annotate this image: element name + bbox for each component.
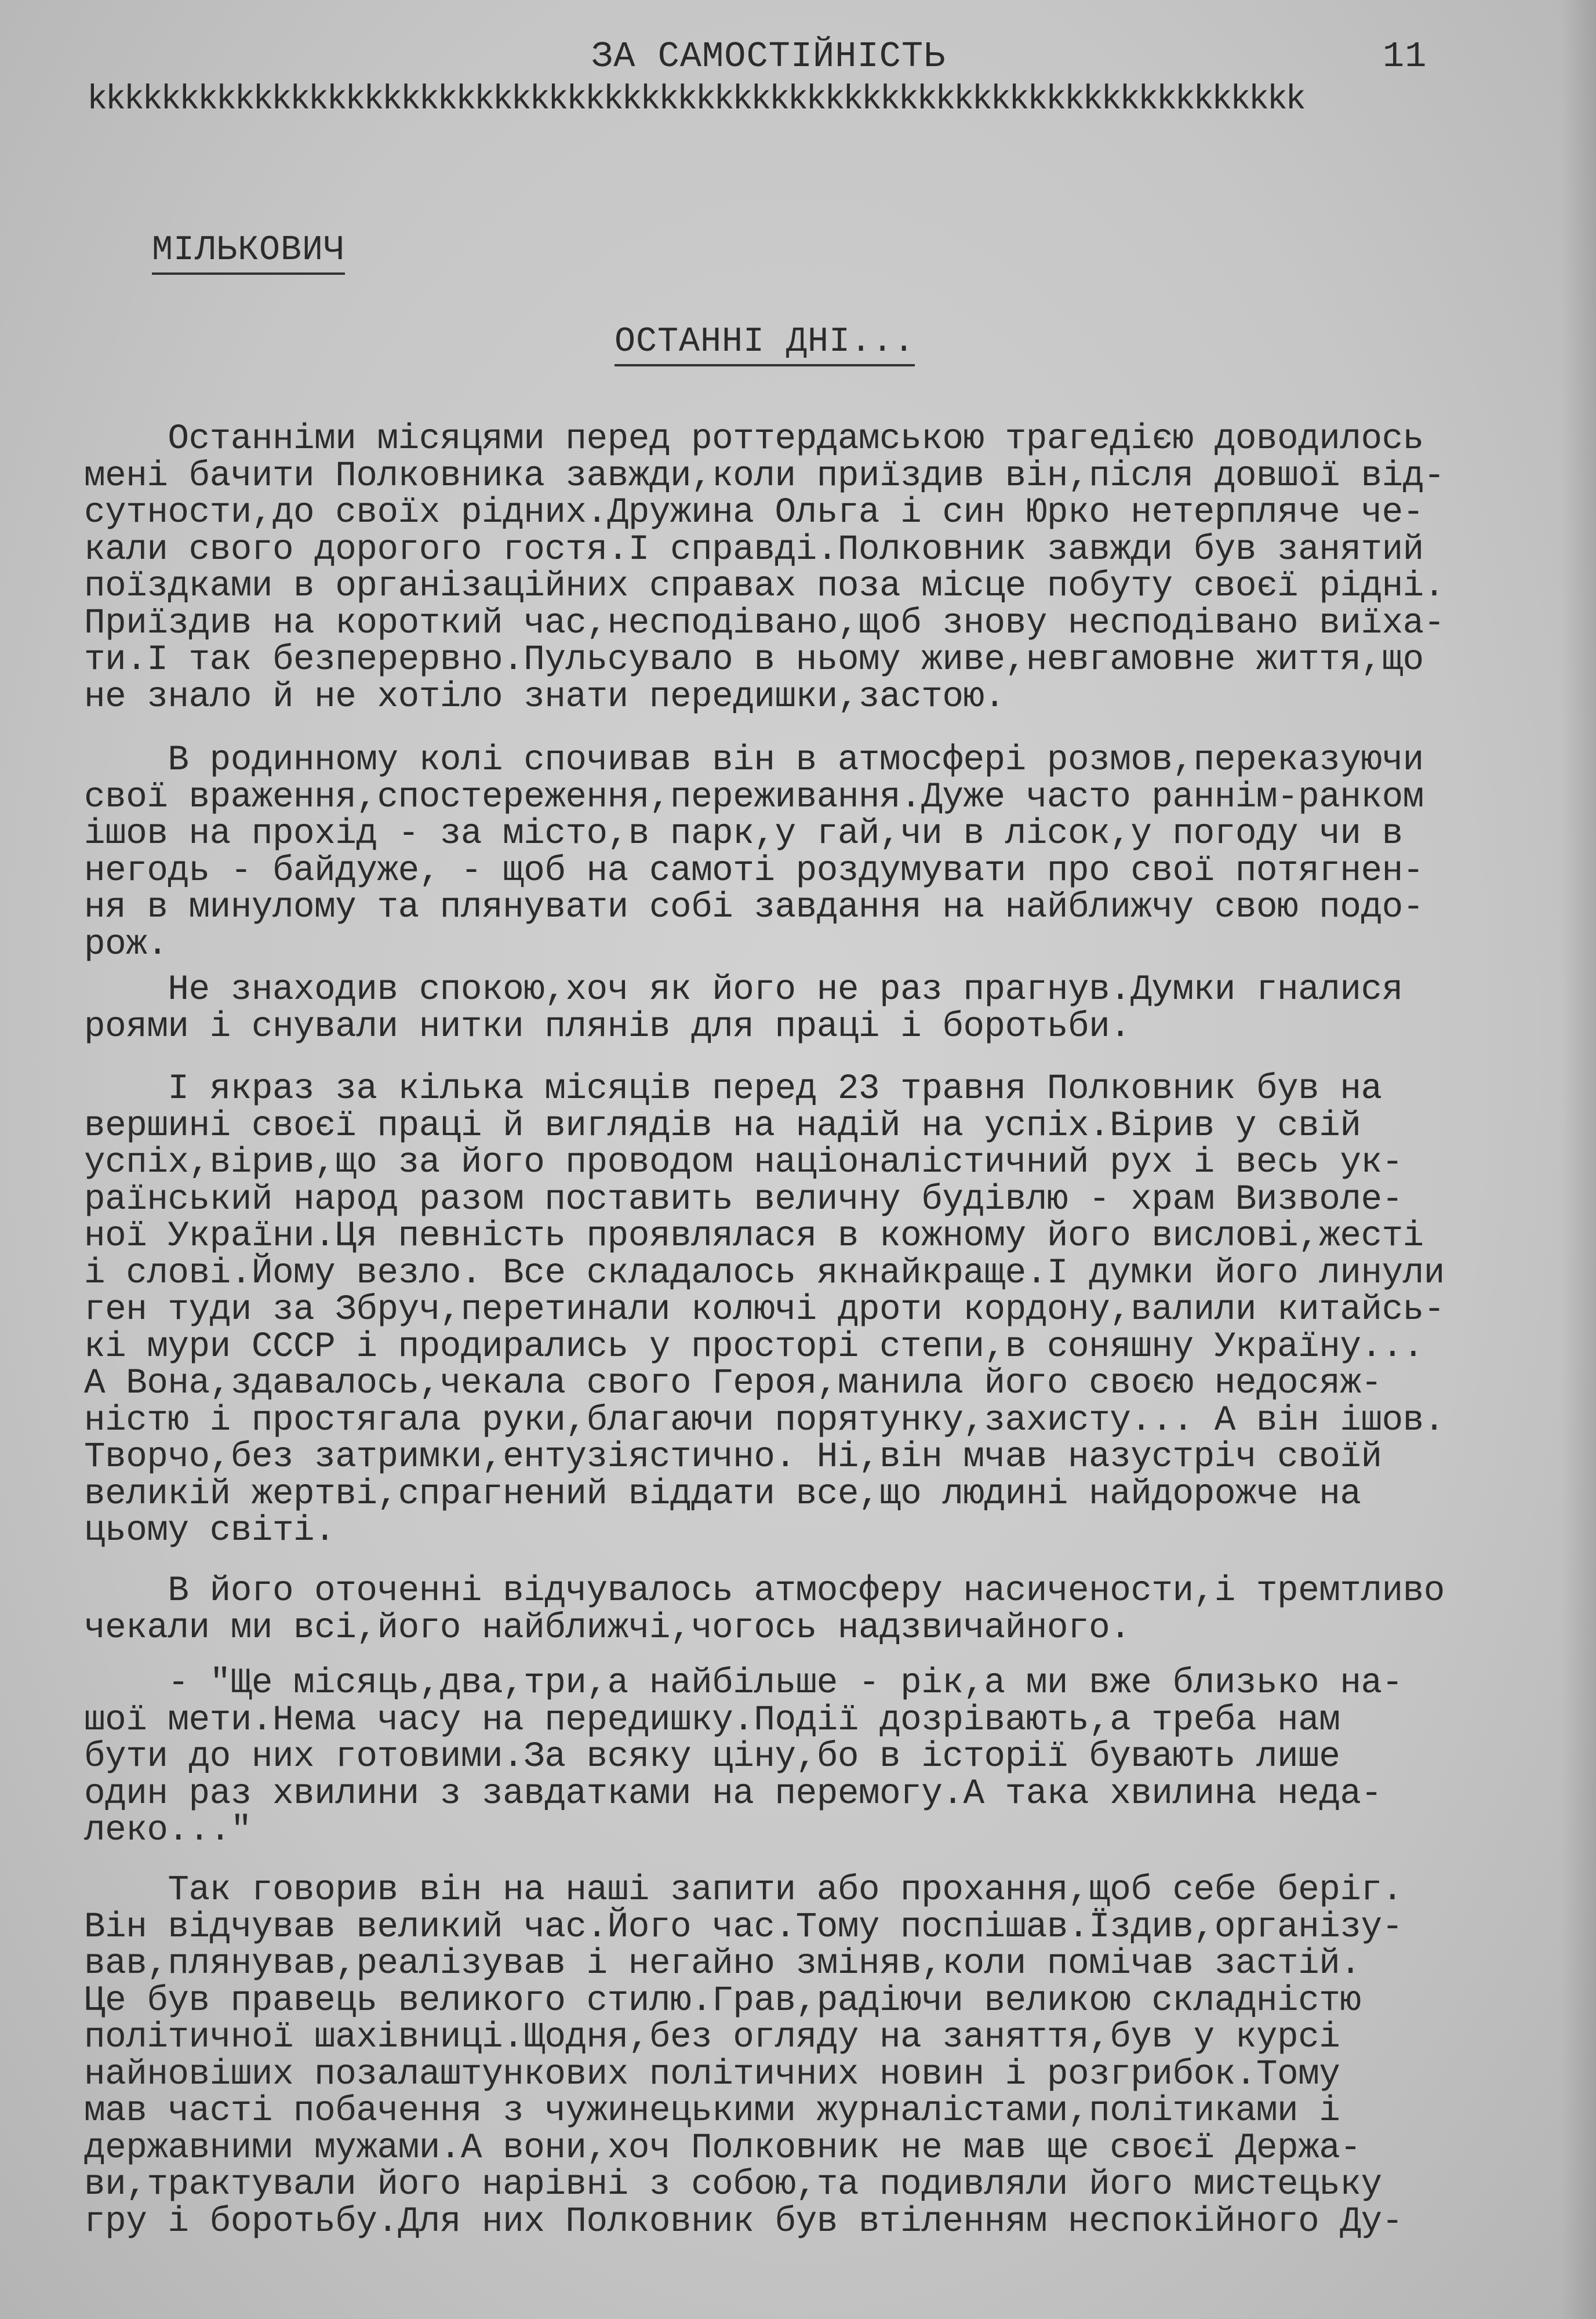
text-line: Він відчував великий час.Його час.Тому поспішав.Їздив,організу- xyxy=(84,1907,1403,1947)
text-line: великій жертві,спрагнений віддати все,що людині найдорожче на xyxy=(84,1474,1361,1514)
text-line: ня в минулому та плянувати собі завдання на найближчу свою подо- xyxy=(84,888,1424,928)
paragraph xyxy=(84,421,1445,715)
text-line: поїздками в організаційних справах поза місце побуту своєї рідні. xyxy=(84,566,1445,606)
header-rule: kkkkkkkkkkkkkkkkkkkkkkkkkkkkkkkkkkkkkkkkkkkkkkkkkkkkkkkkkkkkkkkkkk xyxy=(87,80,1304,119)
text-line: ген туди за Збруч,перетинали колючі дроти кордону,валили китайсь- xyxy=(84,1290,1445,1330)
paragraph xyxy=(84,1573,1445,1646)
text-line: - "Ще місяць,два,три,а найбільше - рік,а ми вже близько на- xyxy=(84,1663,1403,1703)
text-line: Творчо,без затримки,ентузіястично. Ні,він мчав назустріч своїй xyxy=(84,1437,1382,1477)
text-line: ви,трактували його нарівні з собою,та подивляли його мистецьку xyxy=(84,2165,1382,2205)
text-line: рож. xyxy=(84,924,168,965)
text-line: цьому світі. xyxy=(84,1511,336,1551)
text-line: І якраз за кілька місяців перед 23 травня Полковник був на xyxy=(84,1069,1382,1109)
author-name xyxy=(152,231,345,270)
article-title xyxy=(615,322,915,362)
text-line: свої враження,спостереження,переживання.Дуже часто раннім-ранком xyxy=(84,777,1424,817)
text-line: Не знаходив спокою,хоч як його не раз прагнув.Думки гналися xyxy=(84,970,1403,1010)
text-line: чекали ми всі,його найближчі,чогось надзвичайного. xyxy=(84,1608,1131,1648)
author-name-text: МІЛЬКОВИЧ xyxy=(152,231,345,275)
paragraph xyxy=(84,742,1424,963)
text-line: успіх,вірив,що за його проводом націоналістичний рух і весь ук- xyxy=(84,1143,1403,1183)
text-line: В родинному колі спочивав він в атмосфері розмов,переказуючи xyxy=(84,740,1424,780)
text-line: А Вона,здавалось,чекала свого Героя,манила його своєю недосяж- xyxy=(84,1364,1382,1404)
text-line: роями і снували нитки плянів для праці і боротьби. xyxy=(84,1006,1131,1047)
text-line: вершині своєї праці й виглядів на надій на успіх.Вірив у свій xyxy=(84,1106,1361,1146)
text-line: і слові.Йому везло. Все складалось якнайкраще.І думки його линули xyxy=(84,1253,1445,1293)
text-line: леко..." xyxy=(84,1811,252,1851)
text-line: ти.І так безперервно.Пульсувало в ньому живе,невгамовне життя,що xyxy=(84,640,1424,680)
text-line: не знало й не хотіло знати передишки,застою. xyxy=(84,677,1005,717)
paragraph xyxy=(84,1665,1403,1849)
text-line: кі мури СССР і продирались у просторі степи,в соняшну Україну... xyxy=(84,1326,1424,1367)
article-title-text: ОСТАННІ ДНІ... xyxy=(615,322,915,366)
text-line: кали свого дорогого гостя.І справді.Полковник завжди був занятий xyxy=(84,529,1424,570)
text-line: вав,плянував,реалізував і негайно зміняв,коли помічав застій. xyxy=(84,1944,1361,1984)
text-line: ної України.Ця певність проявлялася в кожному його вислові,жесті xyxy=(84,1216,1424,1256)
text-line: В його оточенні відчувалось атмосферу насичености,і тремтливо xyxy=(84,1571,1445,1611)
paragraph xyxy=(84,1071,1445,1550)
text-line: мав часті побачення з чужинецькими журналістами,політиками і xyxy=(84,2091,1340,2131)
text-line: ішов на прохід - за місто,в парк,у гай,чи в лісок,у погоду чи в xyxy=(84,814,1403,854)
text-line: шої мети.Нема часу на передишку.Події дозрівають,а треба нам xyxy=(84,1700,1340,1740)
text-line: Останніми місяцями перед роттердамською трагедією доводилось xyxy=(84,419,1424,459)
text-line: державними мужами.А вони,хоч Полковник не мав ще своєї Держа- xyxy=(84,2128,1361,2168)
text-line: Приїздив на короткий час,несподівано,щоб знову несподівано виїха- xyxy=(84,603,1445,644)
paragraph xyxy=(84,1872,1403,2240)
text-line: сутности,до своїх рідних.Дружина Ольга і син Юрко нетерпляче че- xyxy=(84,493,1424,533)
text-line: бути до них готовими.За всяку ціну,бо в історії бувають лише xyxy=(84,1737,1340,1777)
text-line: ністю і простягала руки,благаючи порятунку,захисту... А він ішов. xyxy=(84,1400,1445,1441)
text-line: гру і боротьбу.Для них Полковник був втіленням неспокійного Ду- xyxy=(84,2201,1403,2242)
text-line: Це був правець великого стилю.Грав,радіючи великою складністю xyxy=(84,1980,1361,2021)
text-line: найновіших позалаштункових політичних новин і розгрибок.Тому xyxy=(84,2054,1340,2095)
page-edge-shadow xyxy=(1561,0,1596,2319)
text-line: один раз хвилини з завдатками на перемогу.А така хвилина неда- xyxy=(84,1773,1382,1814)
text-line: мені бачити Полковника завжди,коли приїздив він,після довшої від- xyxy=(84,456,1445,496)
page-number: 11 xyxy=(1383,36,1427,77)
journal-title: ЗА САМОСТІЙНІСТЬ xyxy=(591,36,946,77)
text-line: негодь - байдуже, - щоб на самоті роздумувати про свої потягнен- xyxy=(84,850,1424,891)
text-line: Так говорив він на наші запити або прохання,щоб себе беріг. xyxy=(84,1870,1403,1910)
paragraph xyxy=(84,972,1403,1045)
text-line: політичної шахівниці.Щодня,без огляду на заняття,був у курсі xyxy=(84,2018,1340,2058)
text-line: раїнський народ разом поставить величну будівлю - храм Визволе- xyxy=(84,1179,1403,1220)
